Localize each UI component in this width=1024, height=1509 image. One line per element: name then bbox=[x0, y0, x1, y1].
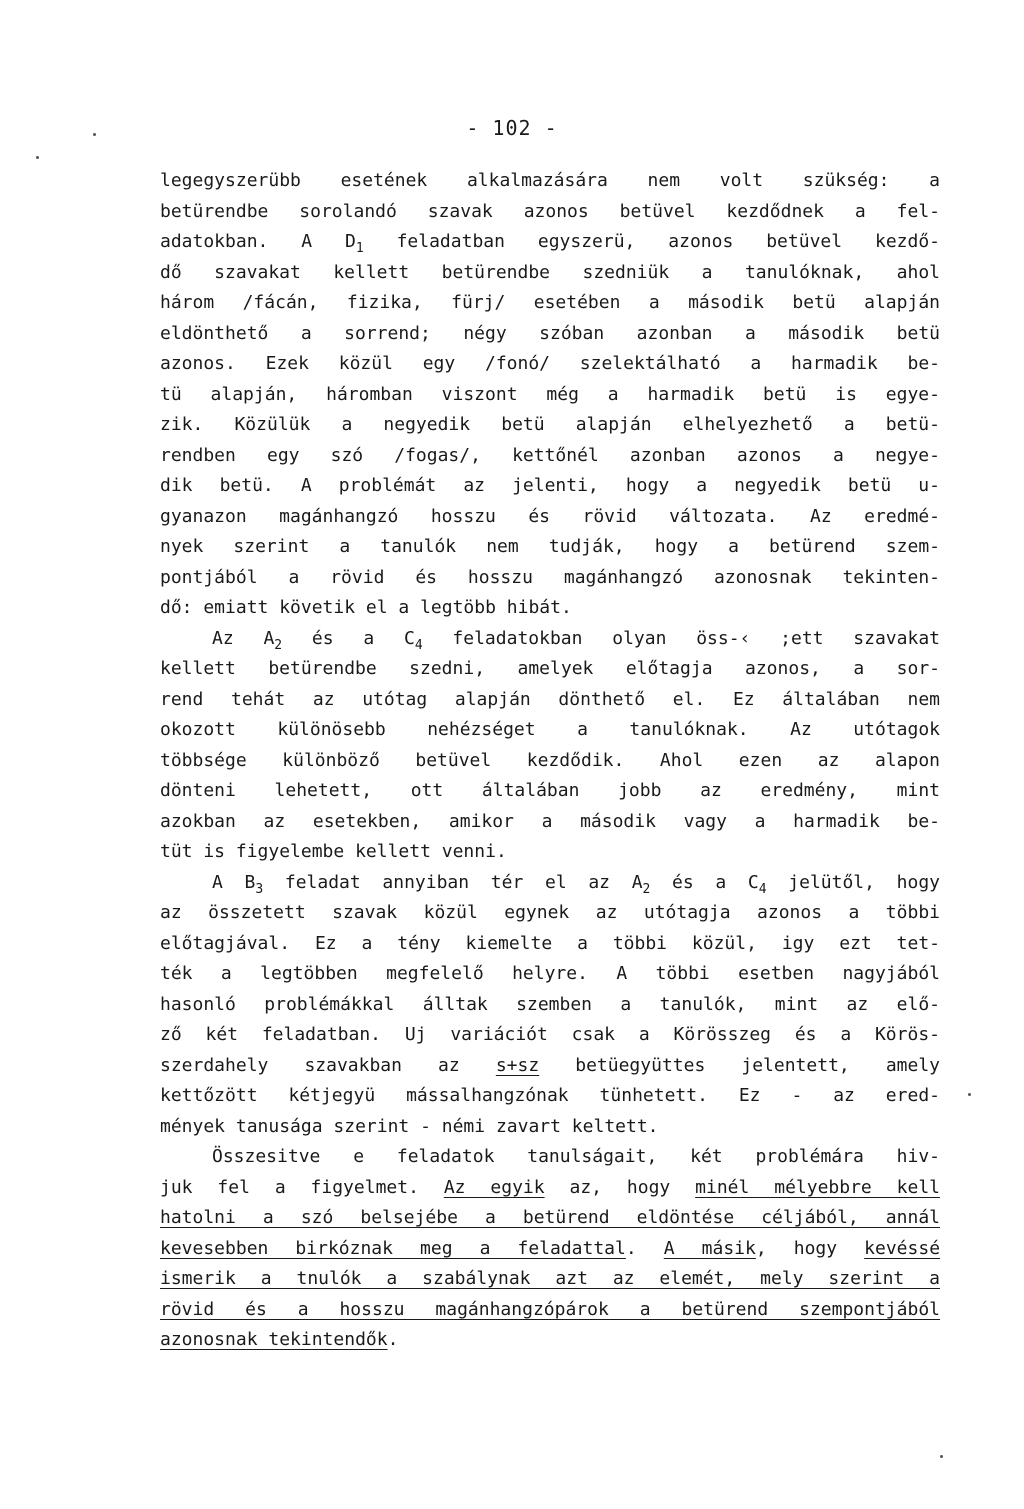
text-line: rövid és a hosszu magánhangzópárok a betürend szempontjából bbox=[160, 1298, 940, 1320]
text-line: zik. Közülük a negyedik betü alapján elhelyezhető a betü- bbox=[160, 414, 940, 435]
text-line: hasonló problémákkal álltak szemben a tanulók, mint az elő- bbox=[160, 993, 940, 1015]
text-line: juk fel a figyelmet. Az egyik az, hogy minél mélyebbre kell bbox=[160, 1176, 941, 1198]
text-line: tü alapján, háromban viszont még a harmadik betü is egye- bbox=[160, 383, 940, 405]
text-line: A $B_3$ feladat annyiban tér el az $A_2$ és a $C_4$ jelütől, hogy bbox=[212, 871, 941, 897]
text-line: ték a legtöbben megfelelő helyre. A többi esetben nagyjából bbox=[160, 963, 940, 984]
scan-speck bbox=[968, 1093, 971, 1096]
text-line: pontjából a rövid és hosszu magánhangzó azonosnak tekinten- bbox=[160, 566, 940, 588]
text-line: kettőzött kétjegyü mássalhangzónak tünhetett. Ez - az ered- bbox=[160, 1085, 940, 1106]
text-line: szerdahely szavakban az s+sz betüegyüttes jelentett, amely bbox=[160, 1054, 940, 1076]
text-line: legegyszerübb esetének alkalmazására nem volt szükség: a bbox=[160, 170, 940, 191]
text-line: tüt is figyelembe kellett venni. bbox=[160, 841, 507, 862]
body-text bbox=[160, 166, 940, 1356]
text-line: nyek szerint a tanulók nem tudják, hogy a betürend szem- bbox=[160, 536, 940, 557]
page-number: - 102 - bbox=[466, 116, 558, 140]
text-line: három /fácán, fizika, fürj/ esetében a második betü alapján bbox=[160, 292, 940, 313]
text-line: kevesebben birkóznak meg a feladattal. A másik, hogy kevéssé bbox=[160, 1237, 941, 1259]
text-line: azokban az esetekben, amikor a második vagy a harmadik be- bbox=[160, 810, 940, 832]
text-line: azonos. Ezek közül egy /fonó/ szelektálható a harmadik be- bbox=[160, 353, 940, 374]
text-line: eldönthető a sorrend; négy szóban azonban a második betü bbox=[160, 322, 940, 344]
text-line: kellett betürendbe szedni, amelyek előtagja azonos, a sor- bbox=[160, 658, 940, 679]
text-line: ismerik a tnulók a szabálynak azt az elemét, mely szerint a bbox=[160, 1268, 940, 1289]
text-line: többsége különböző betüvel kezdődik. Ahol ezen az alapon bbox=[160, 749, 940, 771]
text-line: rendben egy szó /fogas/, kettőnél azonban azonos a negye- bbox=[160, 444, 940, 466]
text-line: Összesitve e feladatok tanulságait, két problémára hiv- bbox=[212, 1146, 940, 1167]
text-line: Az $A_2$ és a $C_4$ feladatokban olyan öss-‹ ;ett szavakat bbox=[212, 627, 940, 653]
text-line: dő szavakat kellett betürendbe szedniük a tanulóknak, ahol bbox=[160, 261, 940, 283]
text-line: azonosnak tekintendők. bbox=[160, 1329, 399, 1350]
text-line: előtagjával. Ez a tény kiemelte a többi közül, igy ezt tet- bbox=[160, 932, 940, 954]
text-line: az összetett szavak közül egynek az utótagja azonos a többi bbox=[160, 902, 940, 923]
text-line: okozott különösebb nehézséget a tanulóknak. Az utótagok bbox=[160, 719, 940, 740]
text-line: gyanazon magánhangzó hosszu és rövid változata. Az eredmé- bbox=[160, 505, 940, 527]
text-line: adatokban. A $D_1$ feladatban egyszerü, azonos betüvel kezdő- bbox=[160, 231, 940, 256]
text-line: betürendbe sorolandó szavak azonos betüvel kezdődnek a fel- bbox=[160, 200, 940, 222]
text-line: dönteni lehetett, ott általában jobb az eredmény, mint bbox=[160, 780, 940, 801]
text-line: dő: emiatt követik el a legtöbb hibát. bbox=[160, 597, 572, 618]
scan-speck bbox=[36, 156, 39, 159]
text-line: ző két feladatban. Uj variációt csak a Körösszeg és a Körös- bbox=[160, 1024, 940, 1045]
text-line: hatolni a szó belsejébe a betürend eldöntése céljából, annál bbox=[160, 1207, 940, 1228]
text-line: mények tanusága szerint - némi zavart keltett. bbox=[160, 1115, 659, 1137]
text-line: rend tehát az utótag alapján dönthető el. Ez általában nem bbox=[160, 688, 940, 710]
scan-speck bbox=[940, 1455, 943, 1458]
text-line: dik betü. A problémát az jelenti, hogy a negyedik betü u- bbox=[160, 475, 940, 496]
